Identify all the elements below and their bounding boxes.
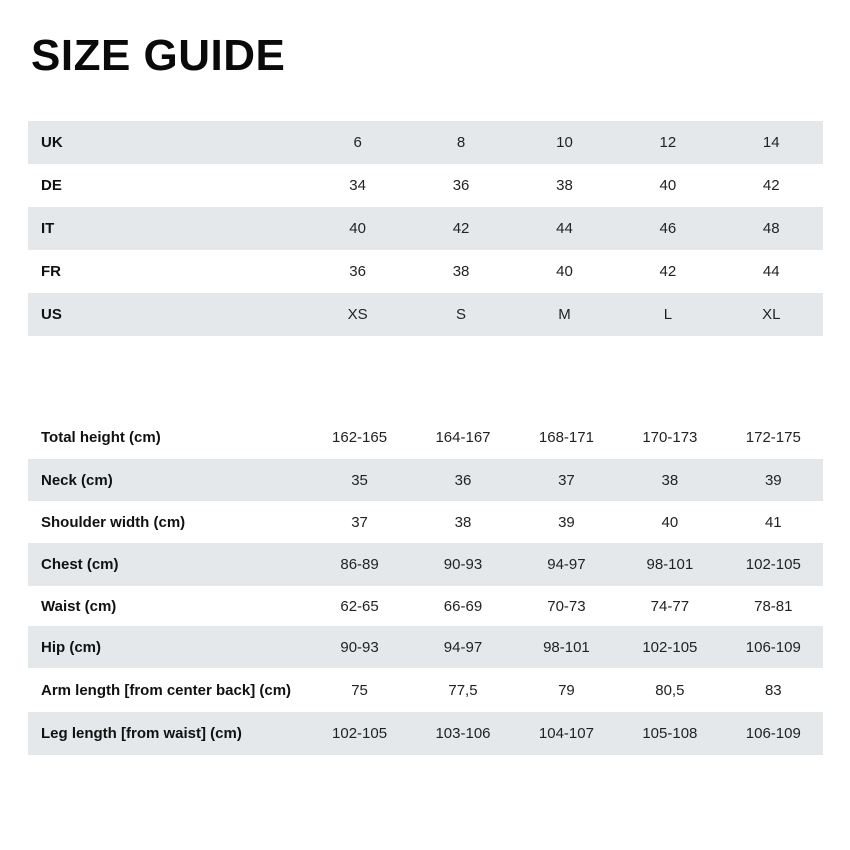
table-cell: 46 — [659, 220, 677, 237]
table-cell: XL — [762, 306, 781, 323]
table-cell: 70-73 — [547, 597, 586, 615]
table-row-it — [28, 207, 823, 250]
table-cell: 102-105 — [642, 638, 698, 656]
table-cell: 35 — [351, 471, 368, 489]
table-cell: 105-108 — [642, 725, 698, 742]
size-conversion-table — [28, 121, 823, 336]
table-cell: 38 — [661, 471, 679, 489]
table-cell: 94-97 — [547, 556, 586, 573]
table-cell: 102-105 — [745, 556, 801, 573]
table-cell: 168-171 — [538, 428, 594, 446]
table-cell: 34 — [349, 177, 366, 194]
table-cell: L — [663, 306, 673, 323]
table-cell: 106-109 — [745, 725, 801, 742]
table-cell: 98-101 — [646, 556, 694, 573]
table-cell: 77,5 — [448, 681, 478, 699]
table-cell: 8 — [456, 134, 466, 151]
table-cell: 162-165 — [332, 428, 388, 446]
table-row-shoulder-width — [28, 501, 823, 543]
table-cell: 39 — [764, 471, 782, 489]
page-title: SIZE GUIDE — [31, 31, 286, 80]
table-row-total-height — [28, 415, 823, 459]
table-cell: 62-65 — [340, 597, 379, 615]
table-cell: 42 — [659, 263, 677, 280]
table-cell: 90-93 — [340, 638, 379, 656]
table-cell: 40 — [659, 177, 677, 194]
table-cell: 42 — [762, 177, 780, 194]
table-cell: 44 — [762, 263, 780, 280]
table-cell: 40 — [661, 513, 679, 531]
table-cell: 74-77 — [650, 597, 690, 615]
table-cell: 164-167 — [435, 428, 491, 446]
table-cell: 38 — [454, 513, 472, 531]
table-cell: 38 — [556, 177, 573, 194]
table-row-leg-length — [28, 712, 823, 755]
table-cell: 12 — [659, 134, 677, 151]
body-measurement-table — [28, 415, 823, 755]
table-cell: 104-107 — [538, 725, 594, 742]
row-label: IT — [41, 220, 55, 237]
table-row-neck — [28, 459, 823, 501]
table-cell: 102-105 — [332, 725, 388, 742]
table-cell: 90-93 — [443, 556, 483, 573]
table-row-waist — [28, 586, 823, 626]
table-cell: 6 — [353, 134, 362, 151]
table-cell: 48 — [762, 220, 780, 237]
row-label: UK — [41, 134, 63, 151]
row-label: Neck (cm) — [41, 471, 113, 489]
row-label: DE — [41, 177, 62, 194]
table-cell: 40 — [349, 220, 366, 237]
table-cell: 106-109 — [745, 638, 801, 656]
row-label: Shoulder width (cm) — [41, 513, 186, 531]
table-cell: 75 — [351, 681, 368, 699]
table-cell: 36 — [454, 471, 472, 489]
row-label: FR — [41, 263, 61, 280]
table-row-de — [28, 164, 823, 207]
table-cell: 14 — [762, 134, 780, 151]
table-cell: 79 — [558, 681, 575, 699]
table-cell: 78-81 — [754, 597, 793, 615]
row-label: Waist (cm) — [41, 597, 117, 615]
table-cell: 36 — [452, 177, 470, 194]
row-label: Arm length [from center back] (cm) — [41, 681, 292, 699]
table-row-hip — [28, 626, 823, 668]
table-cell: 36 — [349, 263, 366, 280]
table-cell: 38 — [452, 263, 470, 280]
table-cell: 80,5 — [655, 681, 685, 699]
table-cell: 83 — [764, 681, 782, 699]
table-cell: 40 — [556, 263, 573, 280]
table-row-chest — [28, 543, 823, 586]
table-row-us — [28, 293, 823, 336]
table-cell: 44 — [556, 220, 573, 237]
table-cell: M — [558, 306, 571, 323]
row-label: Hip (cm) — [41, 638, 101, 656]
table-cell: 41 — [764, 513, 782, 531]
table-cell: 39 — [558, 513, 575, 531]
table-cell: 86-89 — [340, 556, 379, 573]
table-cell: 66-69 — [443, 597, 483, 615]
table-cell: 42 — [452, 220, 470, 237]
table-cell: 98-101 — [543, 638, 590, 656]
row-label: Leg length [from waist] (cm) — [41, 725, 242, 742]
table-cell: XS — [347, 306, 368, 323]
row-label: US — [41, 306, 62, 323]
row-label: Chest (cm) — [41, 556, 119, 573]
table-cell: 172-175 — [745, 428, 801, 446]
table-row-arm-length — [28, 668, 823, 712]
table-cell: 37 — [558, 471, 575, 489]
table-cell: 170-173 — [642, 428, 698, 446]
table-cell: S — [456, 306, 467, 323]
table-row-fr — [28, 250, 823, 293]
row-label: Total height (cm) — [41, 428, 161, 446]
table-cell: 94-97 — [443, 638, 483, 656]
table-cell: 10 — [556, 134, 573, 151]
table-row-uk — [28, 121, 823, 164]
table-cell: 103-106 — [435, 725, 491, 742]
table-cell: 37 — [351, 513, 368, 531]
